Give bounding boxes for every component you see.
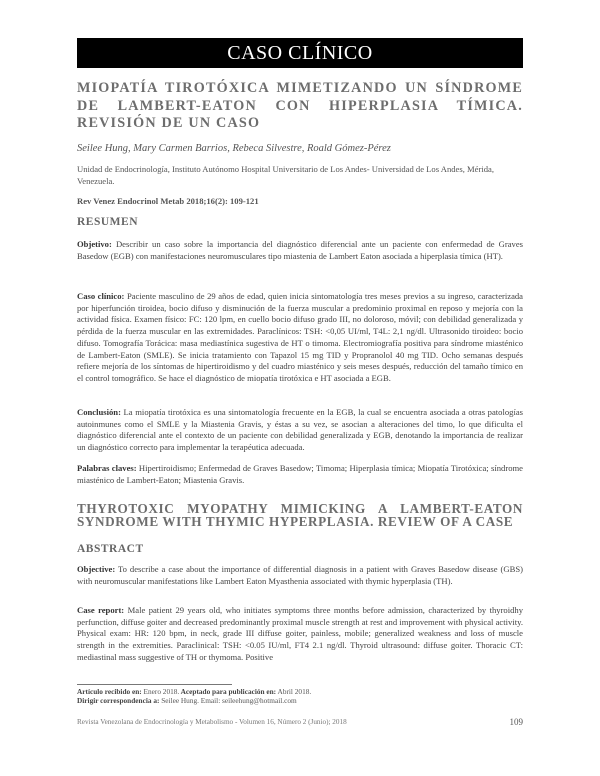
keywords-text: Hipertiroidismo; Enfermedad de Graves Basedow; Timoma; Hiperplasia tímica; Miopatía Tirotóxica; síndrome miasténico de Lambert-Eaton; Miastenia Gravis.: [77, 463, 523, 485]
received-value: Enero 2018.: [141, 687, 180, 696]
section-banner: CASO CLÍNICO: [77, 38, 523, 68]
correspondence-value: Seilee Hung. Email: seileehung@hotmail.com: [159, 696, 297, 705]
footnote-correspondence: [77, 696, 523, 706]
article-title-spanish: MIOPATÍA TIROTÓXICA MIMETIZANDO UN SÍNDROME DE LAMBERT-EATON CON HIPERPLASIA TÍMICA. REVISIÓN DE UN CASO: [77, 80, 523, 131]
resumen-heading: RESUMEN: [77, 216, 139, 228]
conclusion-text: La miopatía tirotóxica es una sintomatología frecuente en la EGB, la cual se encuentra asociada a otras patologías autoinmunes como el SMLE y la Miastenia Gravis, y éstas a su vez, se asocian a alteraciones del timo, lo que dificulta el diagnóstico diferencial ante el contexto de un paciente con debilidad generalizada y EGB, denotando la importancia de realizar un diagnóstico correcto para implementar la terapéutica adecuada.: [77, 407, 523, 453]
abstract-case-report: [77, 605, 523, 664]
objective-text: To describe a case about the importance of differential diagnosis in a patient with Graves Basedow disease (GBS) with neuromuscular manifestations like Lambert Eaton Myasthenia associated with thymic hyperplasia (TH).: [77, 564, 523, 586]
keywords-label: Palabras claves:: [77, 463, 137, 473]
case-report-text: Male patient 29 years old, who initiates symptoms three months before admission, characterized by thyroidhy perfunction, diffuse goiter and decreased predominantly proximal muscle strength at rest and improvement with physical activity. Physical exam: HR: 120 bpm, in neck, grade III diffuse goiter, painless, mobile; generalized weakness and loss of muscle strength in the extremities. Paraclinical: TSH: <0.05 IU/ml, FT4 2.1 ng/dl. Thyroid ultrasound: diffuse goiter. Thoracic CT: mediastinal mass suggestive of TH or thymoma. Positive: [77, 605, 524, 662]
page-number: 109: [509, 717, 523, 727]
accepted-label: Aceptado para publicación en:: [179, 687, 277, 696]
resumen-caso-clinico: [77, 291, 523, 385]
accepted-value: Abril 2018.: [276, 687, 312, 696]
footnote-divider: [77, 684, 232, 685]
article-title-english: THYROTOXIC MYOPATHY MIMICKING A LAMBERT-EATON SYNDROME WITH THYMIC HYPERPLASIA. REVIEW OF A CASE: [77, 501, 523, 529]
correspondence-label: Dirigir correspondencia a:: [77, 696, 160, 705]
resumen-conclusion: [77, 407, 523, 454]
abstract-objective: [77, 564, 523, 587]
received-label: Artículo recibido en:: [77, 687, 142, 696]
objective-label: Objective:: [77, 564, 116, 574]
palabras-claves: [77, 463, 523, 486]
objetivo-text: Describir un caso sobre la importancia del diagnóstico diferencial ante un paciente con enfermedad de Graves Basedow (EGB) con manifestaciones neuromusculares tipo miastenia de Lambert Eaton asociada a hiperplasia tímica (HT).: [77, 239, 523, 261]
abstract-heading: ABSTRACT: [77, 543, 144, 555]
caso-text: Paciente masculino de 29 años de edad, quien inicia sintomatología tres meses previos a su ingreso, caracterizada por hiperfunción tiroidea, bocio difuso y disminución de la fuerza muscular a predominio proximal en reposo y mejoría con la actividad física. Examen físico: FC: 120 lpm, en cuello bocio difuso grado III, no doloroso, móvil; con debilidad generalizada y pérdida de la fuerza muscular en las extremidades. Paraclínicos: TSH: <0,05 UI/ml, T4L: 2,1 ng/dl. Ultrasonido tiroideo: bocio difuso. Tomografía Torácica: masa mediastínica sugestiva de HT o timoma. Electromiografía positiva para síndrome miasténico de Lambert-Eaton (SMLE). Se inicia tratamiento con Tapazol 15 mg TID y Propranolol 40 mg TID. Ocho semanas después refiere mejoría de los síntomas de hipertiroidismo y del cuadro miasténico y seis meses después, reducción del tamaño tímico en el control tomográfico. Se hace el diagnóstico de miopatía tirotóxica e HT asociada a EGB.: [77, 291, 523, 383]
affiliation: Unidad de Endocrinología, Instituto Autónomo Hospital Universitario de Los Andes- Universidad de Los Andes, Mérida, Venezuela.: [77, 164, 494, 186]
case-report-label: Case report:: [77, 605, 125, 615]
footer-journal-name: Revista Venezolana de Endocrinología y Metabolismo - Volumen 16, Número 2 (Junio); 2018: [77, 718, 347, 726]
author-list: Seilee Hung, Mary Carmen Barrios, Rebeca Silvestre, Roald Gómez-Pérez: [77, 143, 391, 154]
objetivo-label: Objetivo:: [77, 239, 112, 249]
caso-label: Caso clínico:: [77, 291, 125, 301]
resumen-objetivo: [77, 239, 523, 262]
journal-citation: Rev Venez Endocrinol Metab 2018;16(2): 109-121: [77, 196, 259, 206]
conclusion-label: Conclusión:: [77, 407, 121, 417]
